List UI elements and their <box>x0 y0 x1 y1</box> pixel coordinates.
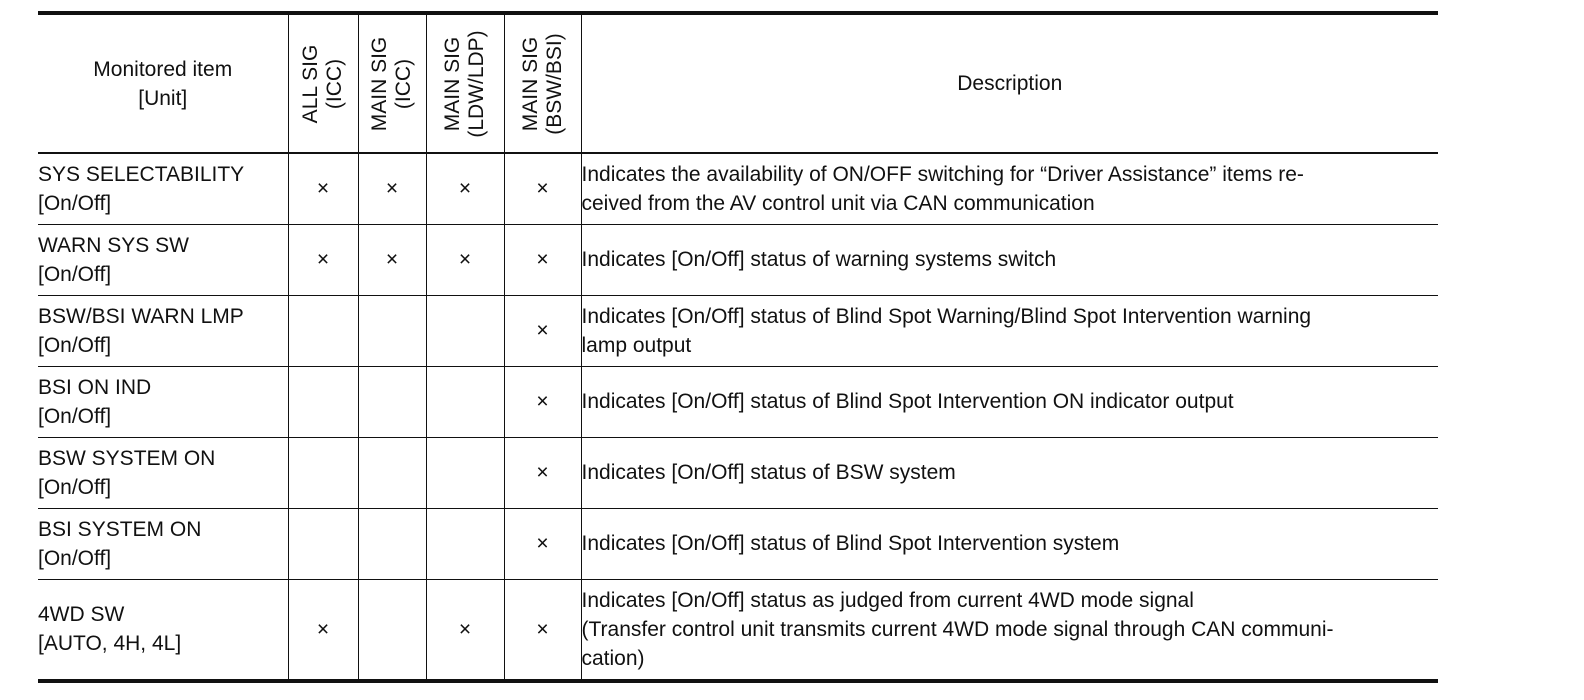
item-name: BSI SYSTEM ON <box>38 517 202 541</box>
monitored-item-cell <box>38 437 288 508</box>
header-sig-2-line-2: (ICC) <box>392 58 415 110</box>
mark-all-sig-icc <box>288 508 358 579</box>
table-row <box>38 366 1438 437</box>
description-cell <box>581 437 1438 508</box>
mark-main-sig-bsw-bsi: × <box>504 366 581 437</box>
table-row <box>38 508 1438 579</box>
header-item-unit: [Unit] <box>138 86 188 110</box>
header-item-label: Monitored item <box>93 57 233 81</box>
item-name: BSW/BSI WARN LMP <box>38 304 244 328</box>
description-line: lamp output <box>581 333 692 357</box>
description-cell <box>581 508 1438 579</box>
description-cell <box>581 153 1438 224</box>
item-name: WARN SYS SW <box>38 233 189 257</box>
monitor-table <box>38 11 1438 683</box>
header-monitored-item <box>38 13 288 153</box>
header-main-sig-bsw-bsi <box>504 13 581 153</box>
mark-main-sig-icc <box>358 437 426 508</box>
mark-main-sig-ldw-ldp: × <box>426 579 504 681</box>
mark-main-sig-bsw-bsi: × <box>504 437 581 508</box>
item-unit: [AUTO, 4H, 4L] <box>38 632 182 656</box>
item-name: SYS SELECTABILITY <box>38 162 245 186</box>
description-line: cation) <box>581 646 645 670</box>
item-name: 4WD SW <box>38 603 125 627</box>
mark-all-sig-icc <box>288 437 358 508</box>
description-line: Indicates [On/Off] status of BSW system <box>581 461 956 484</box>
header-sig-1-line-2: (ICC) <box>323 58 346 110</box>
mark-all-sig-icc: × <box>288 153 358 224</box>
header-sig-4-line-1: MAIN SIG <box>518 36 542 132</box>
mark-main-sig-ldw-ldp: × <box>426 153 504 224</box>
monitored-item-cell <box>38 224 288 295</box>
mark-main-sig-icc <box>358 508 426 579</box>
monitored-item-cell <box>38 295 288 366</box>
mark-all-sig-icc: × <box>288 579 358 681</box>
header-main-sig-icc <box>358 13 426 153</box>
mark-main-sig-icc: × <box>358 224 426 295</box>
item-unit: [On/Off] <box>38 262 112 286</box>
mark-main-sig-bsw-bsi: × <box>504 579 581 681</box>
description-line: Indicates [On/Off] status as judged from current 4WD mode signal <box>581 588 1194 612</box>
item-name: BSW SYSTEM ON <box>38 446 216 470</box>
mark-main-sig-icc <box>358 295 426 366</box>
monitored-item-cell <box>38 366 288 437</box>
description-line: Indicates [On/Off] status of Blind Spot Intervention ON indicator output <box>581 390 1234 413</box>
table-row <box>38 295 1438 366</box>
header-main-sig-ldw-ldp <box>426 13 504 153</box>
header-sig-3-line-2: (LDW/LDP) <box>465 30 488 138</box>
mark-main-sig-icc <box>358 366 426 437</box>
mark-main-sig-bsw-bsi: × <box>504 508 581 579</box>
header-sig-4-line-2: (BSW/BSI) <box>542 33 566 135</box>
header-all-sig-icc <box>288 13 358 153</box>
monitored-item-cell <box>38 153 288 224</box>
item-unit: [On/Off] <box>38 404 112 428</box>
item-unit: [On/Off] <box>38 333 112 357</box>
table-row <box>38 579 1438 681</box>
monitored-item-cell <box>38 508 288 579</box>
mark-main-sig-bsw-bsi: × <box>504 224 581 295</box>
mark-main-sig-icc: × <box>358 153 426 224</box>
description-line: Indicates [On/Off] status of warning systems switch <box>581 248 1057 271</box>
header-sig-3-line-1: MAIN SIG <box>441 36 464 132</box>
mark-main-sig-bsw-bsi: × <box>504 295 581 366</box>
description-line: Indicates [On/Off] status of Blind Spot Intervention system <box>581 532 1120 555</box>
header-row <box>38 13 1438 153</box>
mark-main-sig-ldw-ldp: × <box>426 224 504 295</box>
header-sig-1-line-1: ALL SIG <box>299 44 322 124</box>
mark-main-sig-ldw-ldp <box>426 366 504 437</box>
mark-main-sig-ldw-ldp <box>426 437 504 508</box>
description-line: Indicates the availability of ON/OFF switching for “Driver Assistance” items re- <box>581 162 1304 186</box>
description-line: Indicates [On/Off] status of Blind Spot Warning/Blind Spot Intervention warning <box>581 304 1312 328</box>
table-row <box>38 153 1438 224</box>
header-description: Description <box>581 13 1438 153</box>
mark-all-sig-icc <box>288 366 358 437</box>
description-line: (Transfer control unit transmits current 4WD mode signal through CAN communi- <box>581 617 1334 641</box>
monitored-item-cell <box>38 579 288 681</box>
item-unit: [On/Off] <box>38 191 112 215</box>
table-row <box>38 437 1438 508</box>
description-cell <box>581 224 1438 295</box>
header-sig-2-line-1: MAIN SIG <box>368 36 391 132</box>
mark-main-sig-ldw-ldp <box>426 295 504 366</box>
mark-all-sig-icc <box>288 295 358 366</box>
description-cell <box>581 366 1438 437</box>
item-unit: [On/Off] <box>38 475 112 499</box>
monitor-table-container <box>38 11 1438 683</box>
mark-all-sig-icc: × <box>288 224 358 295</box>
description-cell <box>581 579 1438 681</box>
item-unit: [On/Off] <box>38 546 112 570</box>
item-name: BSI ON IND <box>38 375 152 399</box>
mark-main-sig-bsw-bsi: × <box>504 153 581 224</box>
description-line: ceived from the AV control unit via CAN communication <box>581 191 1095 215</box>
mark-main-sig-icc <box>358 579 426 681</box>
mark-main-sig-ldw-ldp <box>426 508 504 579</box>
description-cell <box>581 295 1438 366</box>
table-row <box>38 224 1438 295</box>
